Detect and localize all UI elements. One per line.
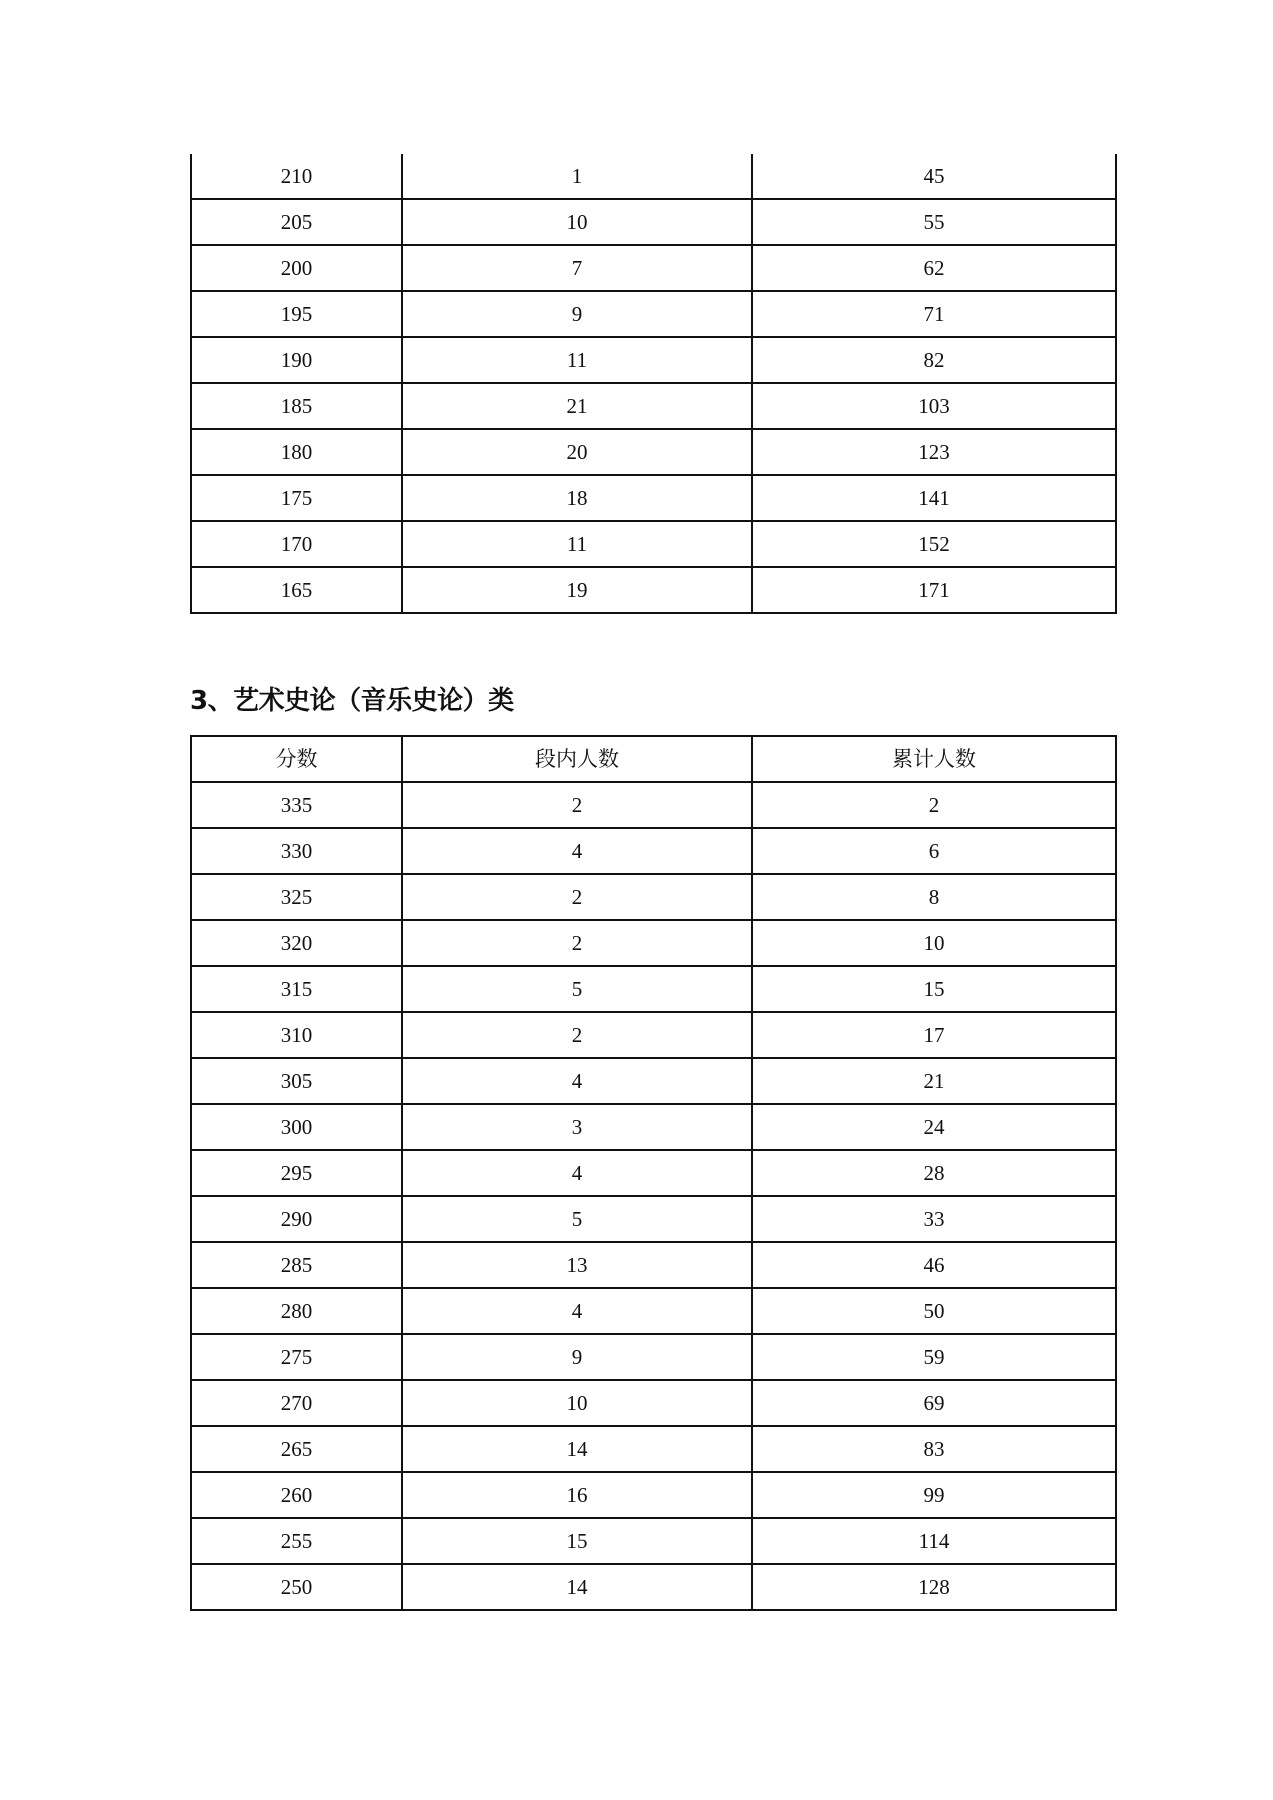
segment-count-cell: 21 bbox=[402, 383, 752, 429]
table-row bbox=[191, 383, 1116, 429]
table-row bbox=[191, 920, 1116, 966]
cumulative-count-cell: 17 bbox=[752, 1012, 1116, 1058]
segment-count-cell: 10 bbox=[402, 199, 752, 245]
segment-count-cell: 19 bbox=[402, 567, 752, 613]
cumulative-count-cell: 21 bbox=[752, 1058, 1116, 1104]
section-heading: 3、艺术史论（音乐史论）类 bbox=[190, 686, 514, 716]
score-cell: 255 bbox=[191, 1518, 402, 1564]
table-row bbox=[191, 1564, 1116, 1610]
cumulative-count-cell: 50 bbox=[752, 1288, 1116, 1334]
score-cell: 175 bbox=[191, 475, 402, 521]
table-row bbox=[191, 1150, 1116, 1196]
cumulative-count-cell: 141 bbox=[752, 475, 1116, 521]
score-cell: 330 bbox=[191, 828, 402, 874]
score-cell: 305 bbox=[191, 1058, 402, 1104]
cumulative-count-cell: 83 bbox=[752, 1426, 1116, 1472]
continued-score-table bbox=[190, 154, 1117, 614]
segment-count-cell: 1 bbox=[402, 154, 752, 199]
segment-count-cell: 4 bbox=[402, 1150, 752, 1196]
score-cell: 325 bbox=[191, 874, 402, 920]
cumulative-count-cell: 59 bbox=[752, 1334, 1116, 1380]
table-row bbox=[191, 429, 1116, 475]
cumulative-count-cell: 99 bbox=[752, 1472, 1116, 1518]
segment-count-cell: 9 bbox=[402, 1334, 752, 1380]
segment-count-cell: 16 bbox=[402, 1472, 752, 1518]
score-cell: 195 bbox=[191, 291, 402, 337]
segment-count-cell: 18 bbox=[402, 475, 752, 521]
table-row bbox=[191, 521, 1116, 567]
segment-count-cell: 13 bbox=[402, 1242, 752, 1288]
table-row bbox=[191, 1196, 1116, 1242]
cumulative-count-cell: 69 bbox=[752, 1380, 1116, 1426]
header-score: 分数 bbox=[191, 736, 402, 782]
score-cell: 180 bbox=[191, 429, 402, 475]
segment-count-cell: 5 bbox=[402, 966, 752, 1012]
table-row bbox=[191, 1472, 1116, 1518]
cumulative-count-cell: 71 bbox=[752, 291, 1116, 337]
score-cell: 170 bbox=[191, 521, 402, 567]
score-cell: 285 bbox=[191, 1242, 402, 1288]
table-row bbox=[191, 199, 1116, 245]
segment-count-cell: 10 bbox=[402, 1380, 752, 1426]
score-cell: 280 bbox=[191, 1288, 402, 1334]
segment-count-cell: 2 bbox=[402, 782, 752, 828]
cumulative-count-cell: 152 bbox=[752, 521, 1116, 567]
table-row bbox=[191, 1518, 1116, 1564]
segment-count-cell: 2 bbox=[402, 1012, 752, 1058]
segment-count-cell: 5 bbox=[402, 1196, 752, 1242]
table-row bbox=[191, 1334, 1116, 1380]
score-cell: 250 bbox=[191, 1564, 402, 1610]
cumulative-count-cell: 2 bbox=[752, 782, 1116, 828]
table-row bbox=[191, 828, 1116, 874]
segment-count-cell: 2 bbox=[402, 874, 752, 920]
table-row bbox=[191, 1242, 1116, 1288]
score-cell: 320 bbox=[191, 920, 402, 966]
table-row bbox=[191, 874, 1116, 920]
continued-score-table-body bbox=[191, 154, 1116, 613]
cumulative-count-cell: 28 bbox=[752, 1150, 1116, 1196]
score-cell: 165 bbox=[191, 567, 402, 613]
score-cell: 295 bbox=[191, 1150, 402, 1196]
cumulative-count-cell: 103 bbox=[752, 383, 1116, 429]
score-cell: 210 bbox=[191, 154, 402, 199]
score-cell: 265 bbox=[191, 1426, 402, 1472]
segment-count-cell: 11 bbox=[402, 337, 752, 383]
segment-count-cell: 20 bbox=[402, 429, 752, 475]
table-row bbox=[191, 1380, 1116, 1426]
segment-count-cell: 11 bbox=[402, 521, 752, 567]
cumulative-count-cell: 24 bbox=[752, 1104, 1116, 1150]
cumulative-count-cell: 171 bbox=[752, 567, 1116, 613]
score-cell: 290 bbox=[191, 1196, 402, 1242]
score-cell: 315 bbox=[191, 966, 402, 1012]
cumulative-count-cell: 55 bbox=[752, 199, 1116, 245]
segment-count-cell: 3 bbox=[402, 1104, 752, 1150]
cumulative-count-cell: 45 bbox=[752, 154, 1116, 199]
cumulative-count-cell: 33 bbox=[752, 1196, 1116, 1242]
score-cell: 200 bbox=[191, 245, 402, 291]
score-cell: 260 bbox=[191, 1472, 402, 1518]
table-row bbox=[191, 1012, 1116, 1058]
table-row bbox=[191, 1104, 1116, 1150]
music-history-score-table bbox=[190, 735, 1117, 1611]
score-cell: 190 bbox=[191, 337, 402, 383]
score-cell: 270 bbox=[191, 1380, 402, 1426]
header-cumulative-count: 累计人数 bbox=[752, 736, 1116, 782]
cumulative-count-cell: 62 bbox=[752, 245, 1116, 291]
segment-count-cell: 7 bbox=[402, 245, 752, 291]
table-row bbox=[191, 782, 1116, 828]
segment-count-cell: 4 bbox=[402, 828, 752, 874]
segment-count-cell: 2 bbox=[402, 920, 752, 966]
cumulative-count-cell: 10 bbox=[752, 920, 1116, 966]
table-row bbox=[191, 475, 1116, 521]
segment-count-cell: 14 bbox=[402, 1564, 752, 1610]
segment-count-cell: 14 bbox=[402, 1426, 752, 1472]
table-row bbox=[191, 1058, 1116, 1104]
segment-count-cell: 4 bbox=[402, 1058, 752, 1104]
cumulative-count-cell: 6 bbox=[752, 828, 1116, 874]
table-row bbox=[191, 966, 1116, 1012]
table-row bbox=[191, 567, 1116, 613]
table-row bbox=[191, 245, 1116, 291]
cumulative-count-cell: 128 bbox=[752, 1564, 1116, 1610]
cumulative-count-cell: 114 bbox=[752, 1518, 1116, 1564]
table-row bbox=[191, 1288, 1116, 1334]
table-row bbox=[191, 154, 1116, 199]
segment-count-cell: 15 bbox=[402, 1518, 752, 1564]
cumulative-count-cell: 46 bbox=[752, 1242, 1116, 1288]
score-cell: 335 bbox=[191, 782, 402, 828]
score-cell: 205 bbox=[191, 199, 402, 245]
music-history-score-table-body bbox=[191, 782, 1116, 1610]
score-cell: 185 bbox=[191, 383, 402, 429]
score-cell: 300 bbox=[191, 1104, 402, 1150]
segment-count-cell: 4 bbox=[402, 1288, 752, 1334]
segment-count-cell: 9 bbox=[402, 291, 752, 337]
score-cell: 275 bbox=[191, 1334, 402, 1380]
cumulative-count-cell: 82 bbox=[752, 337, 1116, 383]
cumulative-count-cell: 123 bbox=[752, 429, 1116, 475]
table-header-row bbox=[191, 736, 1116, 782]
score-cell: 310 bbox=[191, 1012, 402, 1058]
header-segment-count: 段内人数 bbox=[402, 736, 752, 782]
table-row bbox=[191, 1426, 1116, 1472]
table-row bbox=[191, 291, 1116, 337]
table-row bbox=[191, 337, 1116, 383]
cumulative-count-cell: 15 bbox=[752, 966, 1116, 1012]
cumulative-count-cell: 8 bbox=[752, 874, 1116, 920]
